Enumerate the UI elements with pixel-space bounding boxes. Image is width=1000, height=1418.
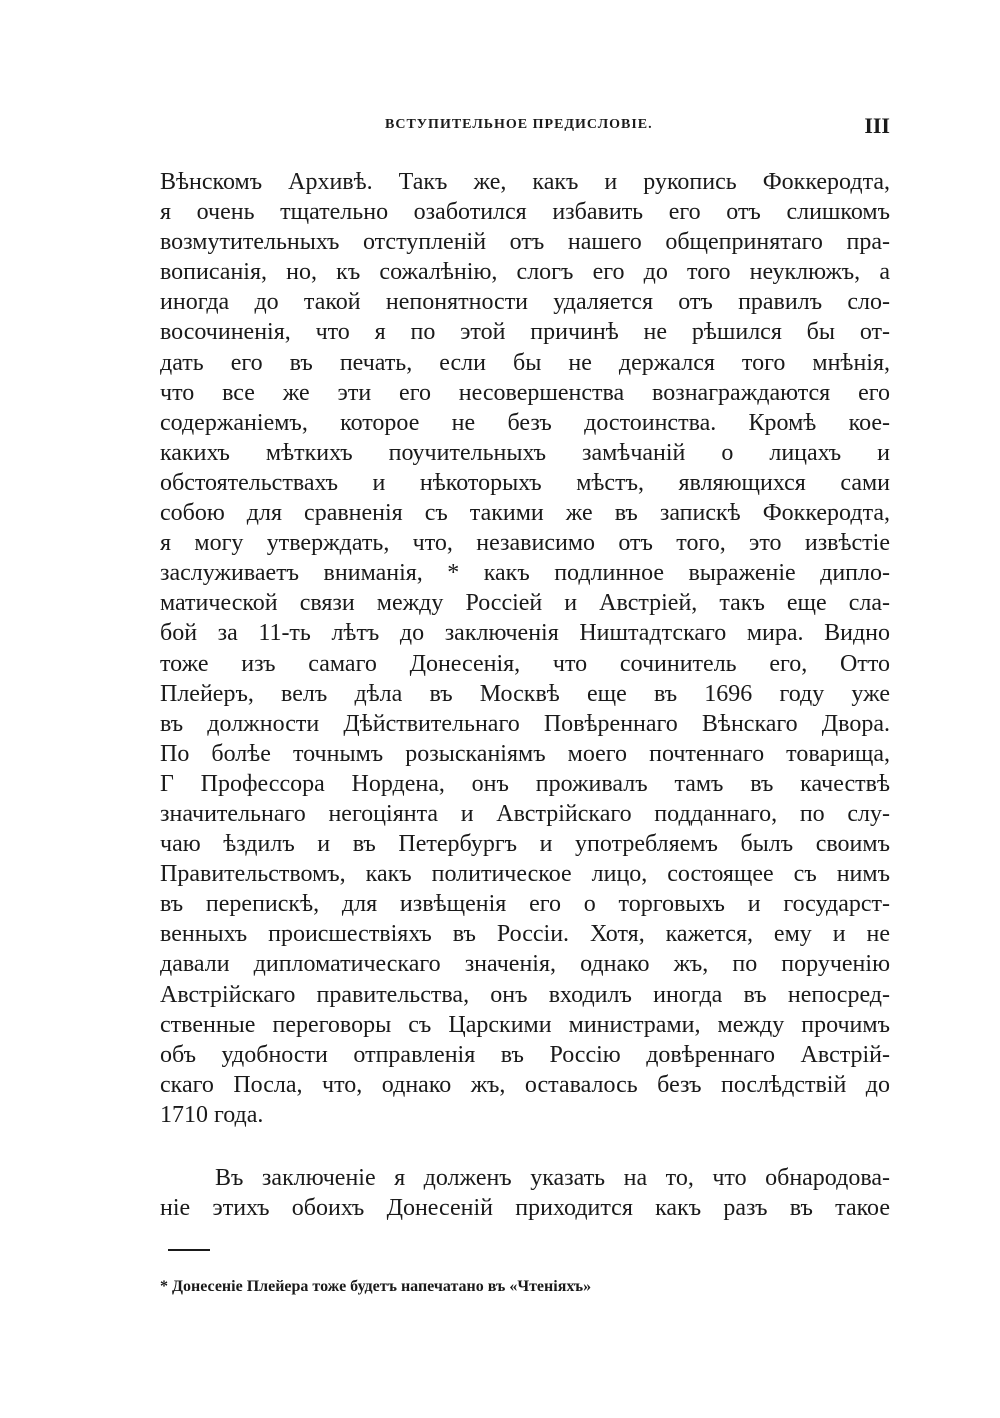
text-line: венныхъ происшествіяхъ въ Россіи. Хотя, кажется, ему и не	[160, 921, 890, 948]
text-line: въ перепискѣ, для извѣщенія его о торговыхъ и государст-	[160, 891, 890, 918]
text-line: я очень тщательно озаботился избавить его отъ слишкомъ	[160, 199, 890, 226]
text-line: Вѣнскомъ Архивѣ. Такъ же, какъ и рукопись Фоккеродта,	[160, 169, 890, 195]
text-line: иногда до такой непонятности удаляется отъ правилъ сло-	[160, 289, 890, 316]
text-line: давали дипломатическаго значенія, однако жъ, по порученію	[160, 951, 890, 978]
text-line: По болѣе точнымъ розысканіямъ моего почтеннаго товарища,	[160, 740, 890, 767]
text-line: возмутительныхъ отступленій отъ нашего общепринятаго пра-	[160, 229, 890, 256]
text-line: значительнаго негоціянта и Австрійскаго подданнаго, по слу-	[160, 800, 890, 827]
text-line: собою для сравненія съ такими же въ запискѣ Фоккеродта,	[160, 500, 890, 527]
text-line: я могу утверждать, что, независимо отъ того, это извѣстіе	[160, 530, 890, 557]
page-number: III	[864, 113, 890, 138]
text-line: тоже изъ самаго Донесенія, что сочинитель его, Отто	[160, 650, 890, 677]
text-line: въ должности Дѣйствительнаго Повѣреннаго Вѣнскаго Двора.	[160, 710, 890, 737]
text-line: матической связи между Россіей и Австріей, такъ еще сла-	[160, 590, 890, 617]
text-line: Въ заключеніе я долженъ указать на то, что обнародова-	[215, 1165, 890, 1191]
text-line: Правительствомъ, какъ политическое лицо, состоящее съ нимъ	[160, 861, 890, 888]
text-line: что все же эти его несовершенства вознаграждаются его	[160, 379, 890, 406]
text-line: бой за 11-ть лѣтъ до заключенія Ништадтскаго мира. Видно	[160, 620, 890, 647]
text-line: дать его въ печать, если бы не держался того мнѣнія,	[160, 349, 890, 376]
running-title: ВСТУПИТЕЛЬНОЕ ПРЕДИСЛОВІЕ.	[385, 117, 653, 132]
text-line: объ удобности отправленія въ Россію довѣреннаго Австрій-	[160, 1041, 890, 1068]
text-line: Плейеръ, велъ дѣла въ Москвѣ еще въ 1696 году уже	[160, 680, 890, 707]
text-line: обстоятельствахъ и нѣкоторыхъ мѣстъ, являющихся сами	[160, 469, 890, 496]
running-head	[160, 113, 890, 139]
text-line: восочиненія, что я по этой причинѣ не рѣшился бы от-	[160, 319, 890, 346]
text-line: ніе этихъ обоихъ Донесеній приходится какъ разъ въ такое	[160, 1195, 890, 1221]
text-line: Австрійскаго правительства, онъ входилъ иногда въ непосред-	[160, 981, 890, 1008]
text-line: вописанія, но, къ сожалѣнію, слогъ его до того неуклюжъ, а	[160, 259, 890, 286]
text-line: заслуживаетъ вниманія, * какъ подлинное выраженіе дипло-	[160, 560, 890, 587]
footnote-divider	[168, 1249, 210, 1251]
text-line: ственные переговоры съ Царскими министрами, между прочимъ	[160, 1011, 890, 1038]
text-line: Г Профессора Нордена, онъ проживалъ тамъ въ качествѣ	[160, 770, 890, 797]
footnote: * Донесеніе Плейера тоже будетъ напечатано въ «Чтеніяхъ»	[160, 1278, 592, 1295]
text-line: содержаніемъ, которое не безъ достоинства. Кромѣ кое-	[160, 409, 890, 436]
text-line: какихъ мѣткихъ поучительныхъ замѣчаній о лицахъ и	[160, 439, 890, 466]
body-paragraph-1	[160, 167, 890, 1130]
body-paragraph-2	[160, 1163, 890, 1223]
text-line: скаго Посла, что, однако жъ, оставалось безъ послѣдствій до	[160, 1071, 890, 1098]
text-line: чаю ѣздилъ и въ Петербургъ и употребляемъ былъ своимъ	[160, 831, 890, 858]
text-line: 1710 года.	[160, 1101, 264, 1128]
